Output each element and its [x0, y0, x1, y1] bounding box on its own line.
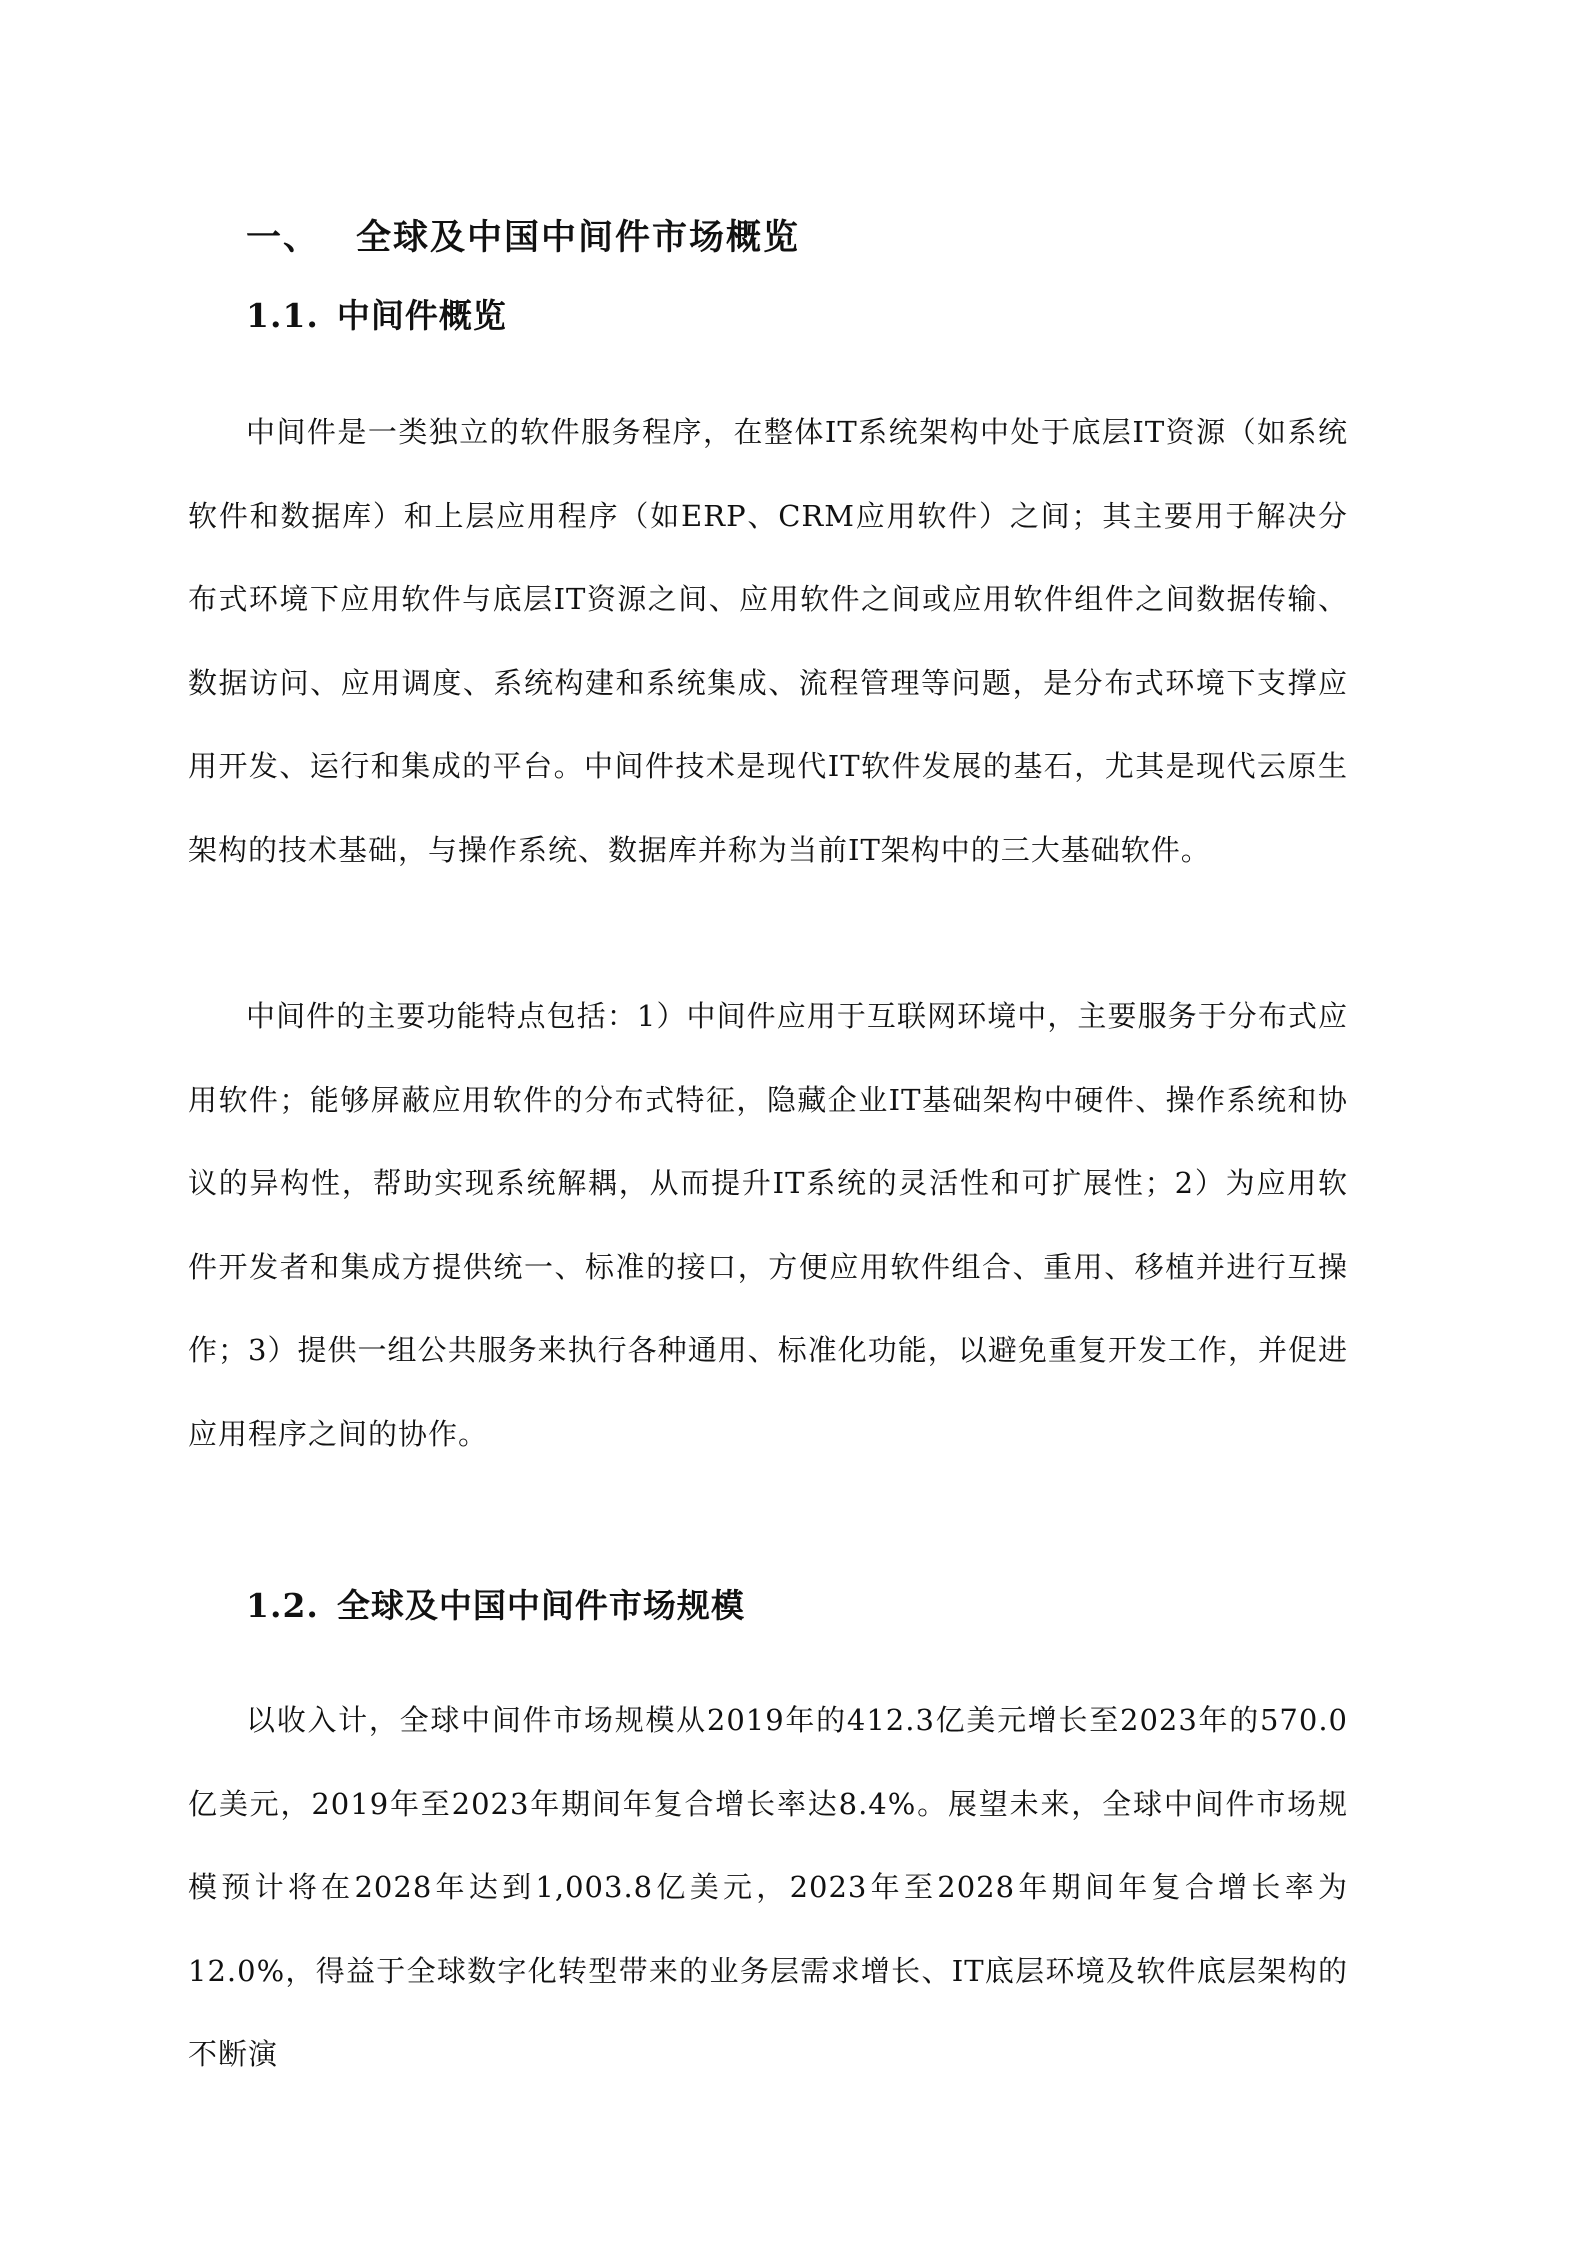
paragraph-market-size: 以收入计，全球中间件市场规模从2019年的412.3亿美元增长至2023年的570.0亿美元，2019年至2023年期间年复合增长率达8.4%。展望未来，全球中间件市场规模预计将在2028年达到1,003.8亿美元，2023年至2028年期间年复合增长率为12.0%，得益于全球数字化转型带来的业务层需求增长、IT底层环境及软件底层架构的不断演 — [188, 1703, 1348, 2071]
section-title: 全球及中国中间件市场概览 — [356, 217, 801, 258]
paragraph-middleware-features: 中间件的主要功能特点包括：1）中间件应用于互联网环境中，主要服务于分布式应用软件；能够屏蔽应用软件的分布式特征，隐藏企业IT基础架构中硬件、操作系统和协议的异构性，帮助实现系统解耦，从而提升IT系统的灵活性和可扩展性；2）为应用软件开发者和集成方提供统一、标准的接口，方便应用软件组合、重用、移植并进行互操作；3）提供一组公共服务来执行各种通用、标准化功能，以避免重复开发工作，并促进应用程序之间的协作。 — [188, 999, 1348, 1451]
paragraph-middleware-definition: 中间件是一类独立的软件服务程序，在整体IT系统架构中处于底层IT资源（如系统软件和数据库）和上层应用程序（如ERP、CRM应用软件）之间；其主要用于解决分布式环境下应用软件与底层IT资源之间、应用软件之间或应用软件组件之间数据传输、数据访问、应用调度、系统构建和系统集成、流程管理等问题，是分布式环境下支撑应用开发、运行和集成的平台。中间件技术是现代IT软件发展的基石，尤其是现代云原生架构的技术基础，与操作系统、数据库并称为当前IT架构中的三大基础软件。 — [188, 415, 1348, 867]
subsection-number: 1.2. — [246, 1586, 319, 1625]
subsection-title: 全球及中国中间件市场规模 — [336, 1586, 745, 1625]
section-heading-1 — [246, 210, 800, 260]
subsection-number: 1.1. — [246, 296, 319, 335]
subsection-heading-1-1 — [246, 290, 507, 337]
subsection-title: 中间件概览 — [336, 296, 507, 335]
section-number: 一、 — [246, 217, 321, 258]
subsection-heading-1-2 — [246, 1580, 745, 1627]
